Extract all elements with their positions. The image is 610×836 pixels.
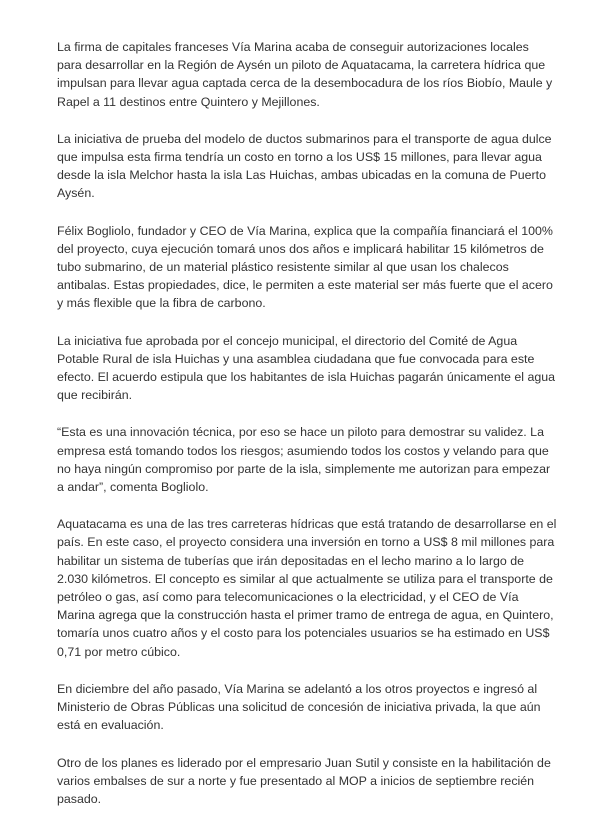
paragraph-approval: La iniciativa fue aprobada por el concejo municipal, el directorio del Comité de Agua Potable Rural de isla Huichas y una asamblea ciudadana que fue convocada para este efecto. El acuerdo estipula que los habitantes de isla Huichas pagarán únicamente el agua que recibirán. <box>57 333 556 403</box>
article-body <box>57 38 557 808</box>
paragraph-pilot-cost: La iniciativa de prueba del modelo de ductos submarinos para el transporte de agua dulce que impulsa esta firma tendría un costo en torno a los US$ 15 millones, para llevar agua desde la isla Melchor hasta la isla Las Huichas, ambas ubicadas en la comuna de Puerto Aysén. <box>57 131 552 201</box>
paragraph-bogliolo-financing: Félix Bogliolo, fundador y CEO de Vía Marina, explica que la compañía financiará el 100% del proyecto, cuya ejecución tomará unos dos años e implicará habilitar 15 kilómetros de tubo submarino, de un material plástico resistente similar al que usan los chalecos antibalas. Estas propiedades, dice, le permiten a este material ser más fuerte que el acero y más flexible que la fibra de carbono. <box>57 223 553 311</box>
paragraph-bogliolo-quote: “Esta es una innovación técnica, por eso se hace un piloto para demostrar su validez. La empresa está tomando todos los riesgos; asumiendo todos los costos y velando para que no haya ningún compromiso por parte de la isla, simplemente me autorizan para empezar a andar”, comenta Bogliolo. <box>57 425 551 495</box>
paragraph-via-marina-aysen-pilot: La firma de capitales franceses Vía Marina acaba de conseguir autorizaciones locales para desarrollar en la Región de Aysén un piloto de Aquatacama, la carretera hídrica que impulsan para llevar agua captada cerca de la desembocadura de los ríos Biobío, Maule y Rapel a 11 destinos entre Quintero y Mejillones. <box>57 40 553 109</box>
paragraph-juan-sutil-plan: Otro de los planes es liderado por el empresario Juan Sutil y consiste en la habilitación de varios embalses de sur a norte y fue presentado al MOP a inicios de septiembre recién pasado. <box>57 755 551 806</box>
paragraph-aquatacama-project: Aquatacama es una de las tres carreteras hídricas que está tratando de desarrollarse en el país. En este caso, el proyecto considera una inversión en torno a US$ 8 mil millones para habilitar un sistema de tuberías que irán depositadas en el lecho marino a lo largo de 2.030 kilómetros. El concepto es similar al que actualmente se utiliza para el transporte de petróleo o gas, así como para telecomunicaciones o la electricidad, y el CEO de Vía Marina agrega que la construcción hasta el primer tramo de entrega de agua, en Quintero, tomaría unos cuatro años y el costo para los potenciales usuarios se ha estimado en US$ 0,71 por metro cúbico. <box>57 517 557 659</box>
paragraph-mop-concession: En diciembre del año pasado, Vía Marina se adelantó a los otros proyectos e ingresó al Ministerio de Obras Públicas una solicitud de concesión de iniciativa privada, la que aún está en evaluación. <box>57 681 541 733</box>
